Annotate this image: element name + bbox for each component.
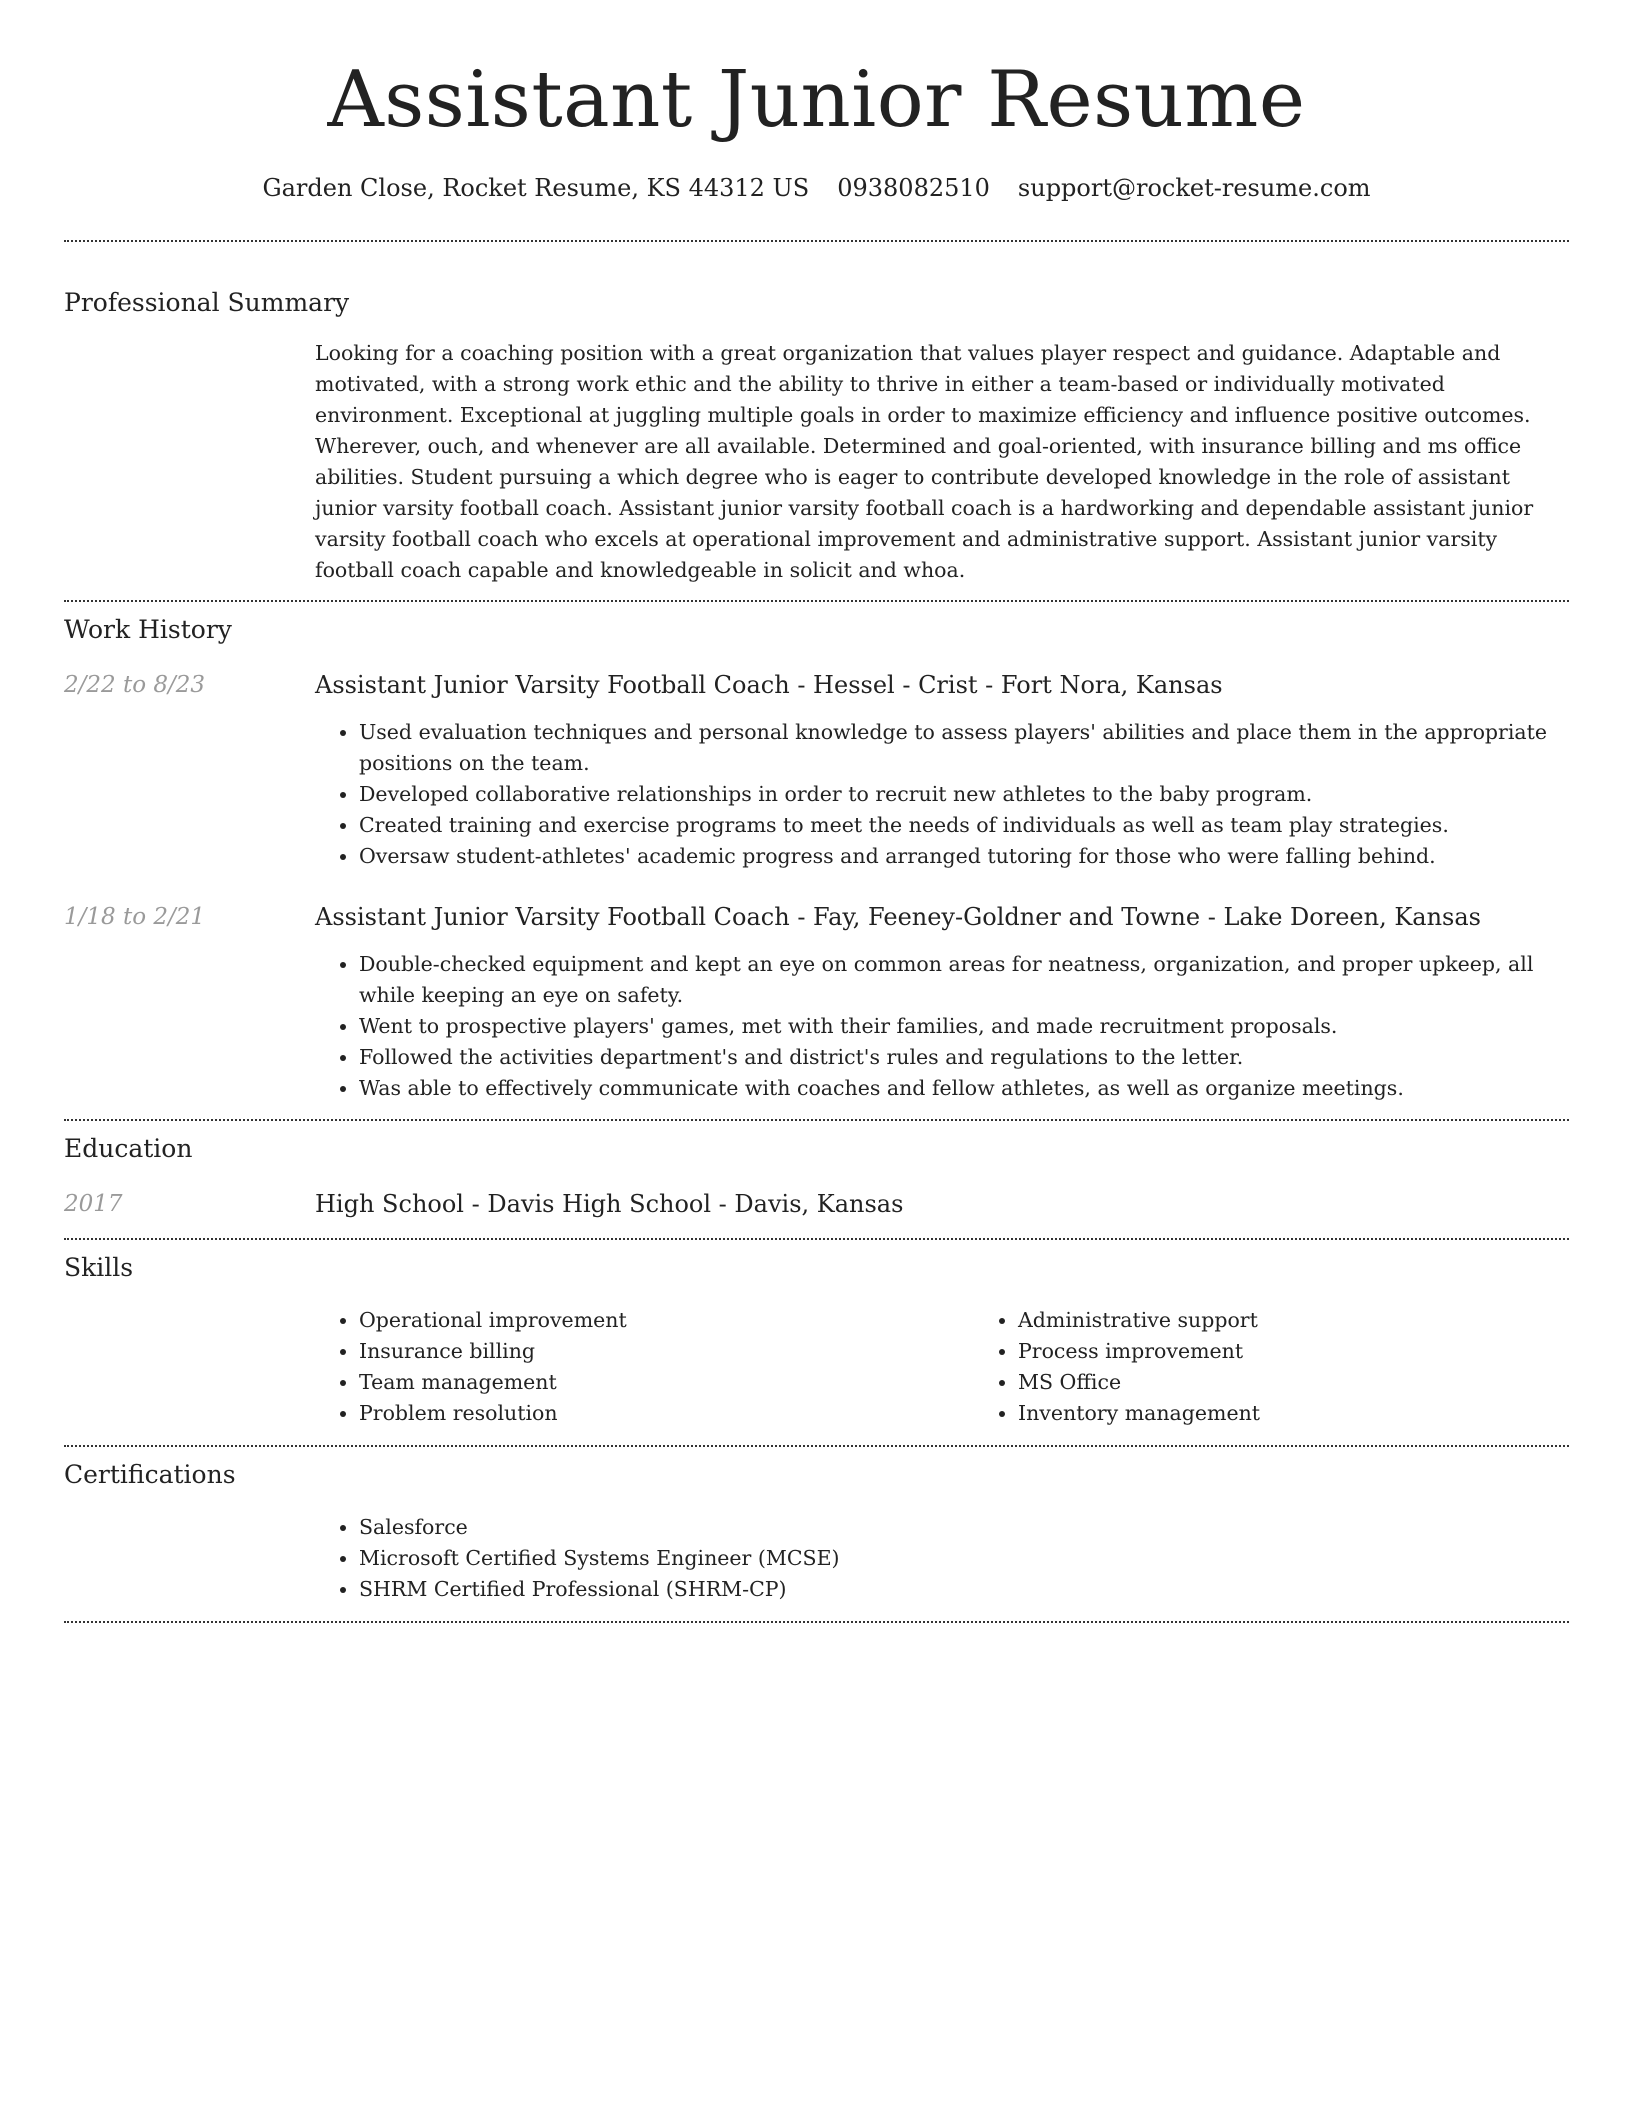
divider-summary — [64, 600, 1569, 602]
list-item: • Used evaluation techniques and personal knowledge to assess players' abilities and place them in the appropriate positions on the team. — [359, 717, 1569, 779]
section-title-certifications: Certifications — [64, 1460, 236, 1489]
list-item: • Followed the activities department's and district's rules and regulations to the letter. — [359, 1042, 1569, 1073]
divider-header — [64, 240, 1569, 242]
section-title-education: Education — [64, 1134, 193, 1163]
list-item: • Problem resolution — [359, 1398, 974, 1429]
education-year: 2017 — [64, 1191, 123, 1217]
list-item: • Operational improvement — [359, 1305, 974, 1336]
job-dates: 1/18 to 2/21 — [64, 904, 206, 930]
list-item: • Salesforce — [359, 1512, 1569, 1543]
list-item: • Administrative support — [1018, 1305, 1632, 1336]
list-item: • Went to prospective players' games, met with their families, and made recruitment proposals. — [359, 1011, 1569, 1042]
contact-phone: 0938082510 — [837, 174, 990, 202]
list-item: • Insurance billing — [359, 1336, 974, 1367]
section-education — [64, 1132, 1569, 1220]
contact-address: Garden Close, Rocket Resume, KS 44312 US — [262, 174, 810, 202]
divider-education — [64, 1238, 1569, 1240]
list-item: • Microsoft Certified Systems Engineer (MCSE) — [359, 1543, 1569, 1574]
list-item: • Was able to effectively communicate with coaches and fellow athletes, as well as organize meetings. — [359, 1073, 1569, 1104]
list-item: • Created training and exercise programs to meet the needs of individuals as well as team play strategies. — [359, 810, 1569, 841]
job-bullets — [315, 717, 1569, 872]
section-title-work: Work History — [64, 615, 232, 644]
education-entry — [64, 1188, 1569, 1220]
list-item: • Double-checked equipment and kept an eye on common areas for neatness, organization, and proper upkeep, all while keeping an eye on safety. — [359, 949, 1569, 1011]
section-title-skills: Skills — [64, 1253, 134, 1282]
divider-work — [64, 1119, 1569, 1121]
certifications-list — [315, 1512, 1569, 1605]
section-certifications — [64, 1458, 1569, 1605]
job-bullets — [315, 949, 1569, 1104]
skills-list-left — [315, 1305, 974, 1429]
resume-page — [64, 0, 1569, 1623]
skills-list-right — [974, 1305, 1632, 1429]
list-item: • Oversaw student-athletes' academic progress and arranged tutoring for those who were falling behind. — [359, 841, 1569, 872]
list-item: • Team management — [359, 1367, 974, 1398]
job-entry — [64, 901, 1569, 1104]
list-item: • Inventory management — [1018, 1398, 1632, 1429]
section-title-summary: Professional Summary — [64, 288, 350, 317]
resume-title: Assistant Junior Resume — [327, 55, 1306, 145]
job-heading: Assistant Junior Varsity Football Coach - Hessel - Crist - Fort Nora, Kansas — [315, 671, 1223, 699]
skills-grid — [315, 1305, 1632, 1429]
divider-certifications — [64, 1621, 1569, 1623]
job-dates: 2/22 to 8/23 — [64, 672, 206, 698]
summary-text: Looking for a coaching position with a great organization that values player respect and guidance. Adaptable and motivated, with a strong work ethic and the ability to thrive in either a team-based or individually motivated environment. Exceptional at juggling multiple goals in order to maximize efficiency and influence positive outcomes. Wherever, ouch, and whenever are all available. Determined and goal-oriented, with insurance billing and ms office abilities. Student pursuing a which degree who is eager to contribute developed knowledge in the role of assistant junior varsity football coach. Assistant junior varsity football coach is a hardworking and dependable assistant junior varsity football coach who excels at operational improvement and administrative support. Assistant junior varsity football coach capable and knowledgeable in solicit and whoa. — [315, 341, 1534, 582]
section-professional-summary — [64, 286, 1569, 586]
list-item: • MS Office — [1018, 1367, 1632, 1398]
job-heading: Assistant Junior Varsity Football Coach - Fay, Feeney-Goldner and Towne - Lake Doreen, Kansas — [315, 903, 1481, 931]
list-item: • Developed collaborative relationships in order to recruit new athletes to the baby program. — [359, 779, 1569, 810]
contact-line — [64, 170, 1569, 206]
divider-skills — [64, 1445, 1569, 1447]
section-skills — [64, 1251, 1569, 1429]
list-item: • SHRM Certified Professional (SHRM-CP) — [359, 1574, 1569, 1605]
job-entry — [64, 669, 1569, 872]
contact-email: support@rocket-resume.com — [1017, 174, 1371, 202]
education-heading: High School - Davis High School - Davis, Kansas — [315, 1190, 904, 1218]
section-work-history — [64, 613, 1569, 1104]
list-item: • Process improvement — [1018, 1336, 1632, 1367]
